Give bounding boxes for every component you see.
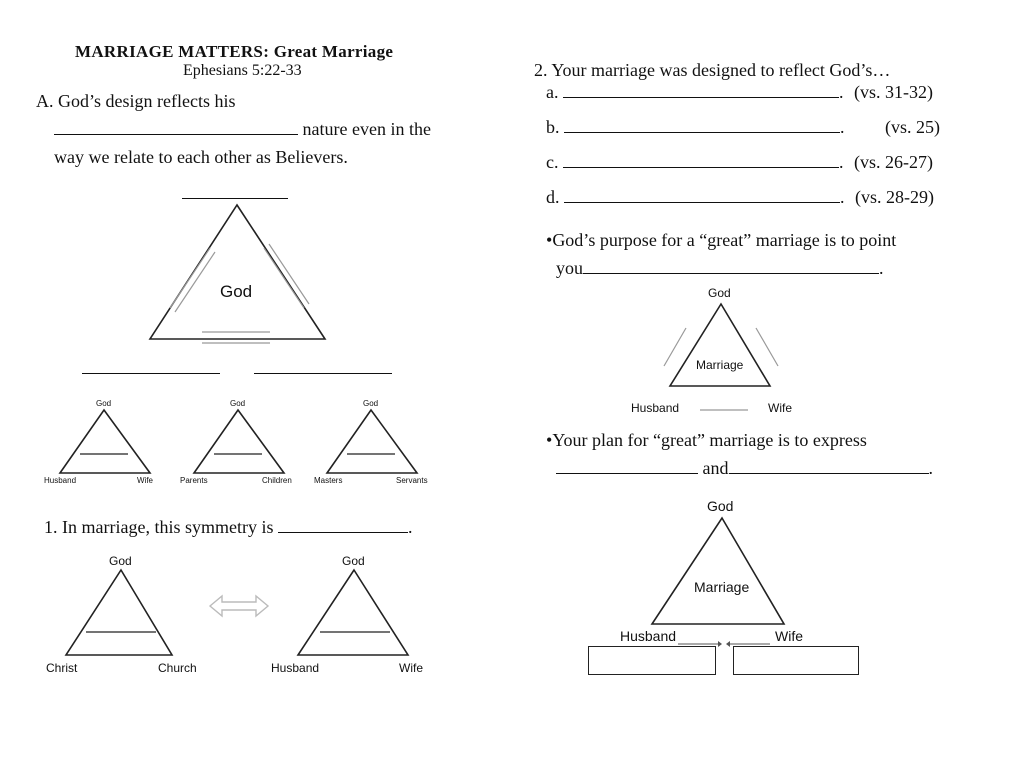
plan-triangle-diagram (610, 494, 830, 650)
sym-tri-1-top: God (109, 554, 132, 568)
section-2-heading: 2. Your marriage was designed to reflect God’s… (534, 60, 891, 80)
blank-point-you[interactable] (583, 259, 879, 274)
small-triangle-1 (40, 398, 170, 488)
section-1-text: 1. In marriage, this symmetry is (44, 517, 274, 537)
item-d-ref: (vs. 28-29) (855, 187, 934, 207)
blank-item-c[interactable] (563, 153, 839, 168)
bullet-purpose-line2: you . (556, 258, 884, 278)
blank-top-vertex[interactable] (182, 198, 288, 199)
bullet-plan-line2: and . (556, 458, 933, 479)
purpose-tri-right: Wife (768, 401, 792, 415)
bullet-purpose-you: you (556, 258, 583, 278)
main-triangle (150, 205, 325, 339)
right-side-arrow-2 (269, 244, 309, 304)
sym-tri-2-left: Husband (271, 661, 320, 675)
small-tri-1-top: God (96, 399, 112, 408)
small-tri-3-right: Servants (396, 476, 428, 485)
sym-tri-1-left: Christ (46, 661, 78, 675)
blank-item-d[interactable] (564, 188, 840, 203)
sym-tri-2-top: God (342, 554, 365, 568)
bullet-purpose-line1 (546, 230, 896, 251)
purpose-triangle-diagram (628, 284, 808, 419)
sym-tri-1-right: Church (158, 661, 197, 675)
section-2-item-a: a. . (vs. 31-32) (546, 82, 933, 102)
section-a-line1: A. God’s design reflects his (36, 91, 236, 111)
plan-tri-center: Marriage (694, 579, 750, 595)
bullet-purpose-text: God’s purpose for a “great” marriage is to point (552, 230, 897, 250)
blank-bottom-left[interactable] (82, 373, 220, 374)
plan-tri-left: Husband (620, 628, 677, 644)
title-part-1: MARRIAGE MATTERS: (75, 42, 270, 61)
item-c-ref: (vs. 26-27) (854, 152, 933, 172)
sym-tri-2-right: Wife (399, 661, 423, 675)
blank-bottom-right[interactable] (254, 373, 392, 374)
title-part-2: Great Marriage (273, 42, 394, 61)
section-2-item-c: c. . (vs. 26-27) (546, 152, 933, 172)
bullet-plan-and: and (702, 458, 729, 478)
item-a-ref: (vs. 31-32) (854, 82, 933, 102)
purpose-tri-left: Husband (631, 401, 680, 415)
bullet-plan-text: Your plan for “great” marriage is to express (552, 430, 867, 450)
plan-arrowhead-left (726, 641, 730, 647)
left-side-arrow-2 (175, 252, 215, 312)
small-triangle-3 (312, 398, 442, 488)
blank-express-1[interactable] (556, 459, 698, 474)
bullet-dot-icon: • (546, 230, 553, 250)
small-tri-1-left: Husband (44, 476, 77, 485)
purpose-left-arrow (664, 328, 686, 366)
item-b-ref: (vs. 25) (885, 117, 940, 137)
blank-item-b[interactable] (564, 118, 840, 133)
bullet-plan-line1 (546, 430, 867, 451)
purpose-tri-center: Marriage (696, 358, 744, 372)
plan-tri-top: God (707, 498, 734, 514)
small-tri-2-top: God (230, 399, 246, 408)
symmetry-triangle-husband (268, 552, 448, 682)
section-1-end: . (407, 517, 413, 537)
page-title (75, 42, 393, 62)
main-triangle-center: God (220, 282, 253, 301)
main-triangle-diagram (140, 200, 340, 350)
plan-arrowhead-right (718, 641, 722, 647)
item-a-letter: a. (546, 82, 559, 102)
symmetry-triangle-christ (40, 552, 220, 682)
blank-nature[interactable] (54, 120, 298, 135)
small-tri-1-right: Wife (137, 476, 153, 485)
section-a-line3: way we relate to each other as Believers. (54, 147, 348, 167)
section-a-line2-text: nature even in the (302, 119, 431, 139)
small-tri-2-left: Parents (180, 476, 208, 485)
small-tri-3-left: Masters (314, 476, 343, 485)
section-1-line (44, 517, 412, 538)
left-side-arrow (170, 248, 210, 308)
wife-answer-box[interactable] (733, 646, 859, 675)
double-arrow-icon (208, 594, 270, 618)
small-tri-2-right: Children (262, 476, 292, 485)
blank-item-a[interactable] (563, 83, 839, 98)
item-d-letter: d. (546, 187, 560, 207)
right-side-arrow (264, 248, 304, 308)
small-triangle-2 (176, 398, 306, 488)
item-b-letter: b. (546, 117, 560, 137)
plan-tri-right: Wife (775, 628, 803, 644)
purpose-right-arrow (756, 328, 778, 366)
section-2-item-d: d. . (vs. 28-29) (546, 187, 934, 207)
husband-answer-box[interactable] (588, 646, 716, 675)
scripture-reference: Ephesians 5:22-33 (183, 62, 302, 79)
small-tri-3-top: God (363, 399, 379, 408)
blank-express-2[interactable] (729, 459, 929, 474)
bullet-dot-icon-2: • (546, 430, 553, 450)
section-2-item-b: b. . (vs. 25) (546, 117, 940, 137)
section-a-line2 (54, 119, 431, 140)
item-c-letter: c. (546, 152, 559, 172)
blank-symmetry[interactable] (278, 518, 408, 533)
purpose-tri-top: God (708, 286, 731, 300)
